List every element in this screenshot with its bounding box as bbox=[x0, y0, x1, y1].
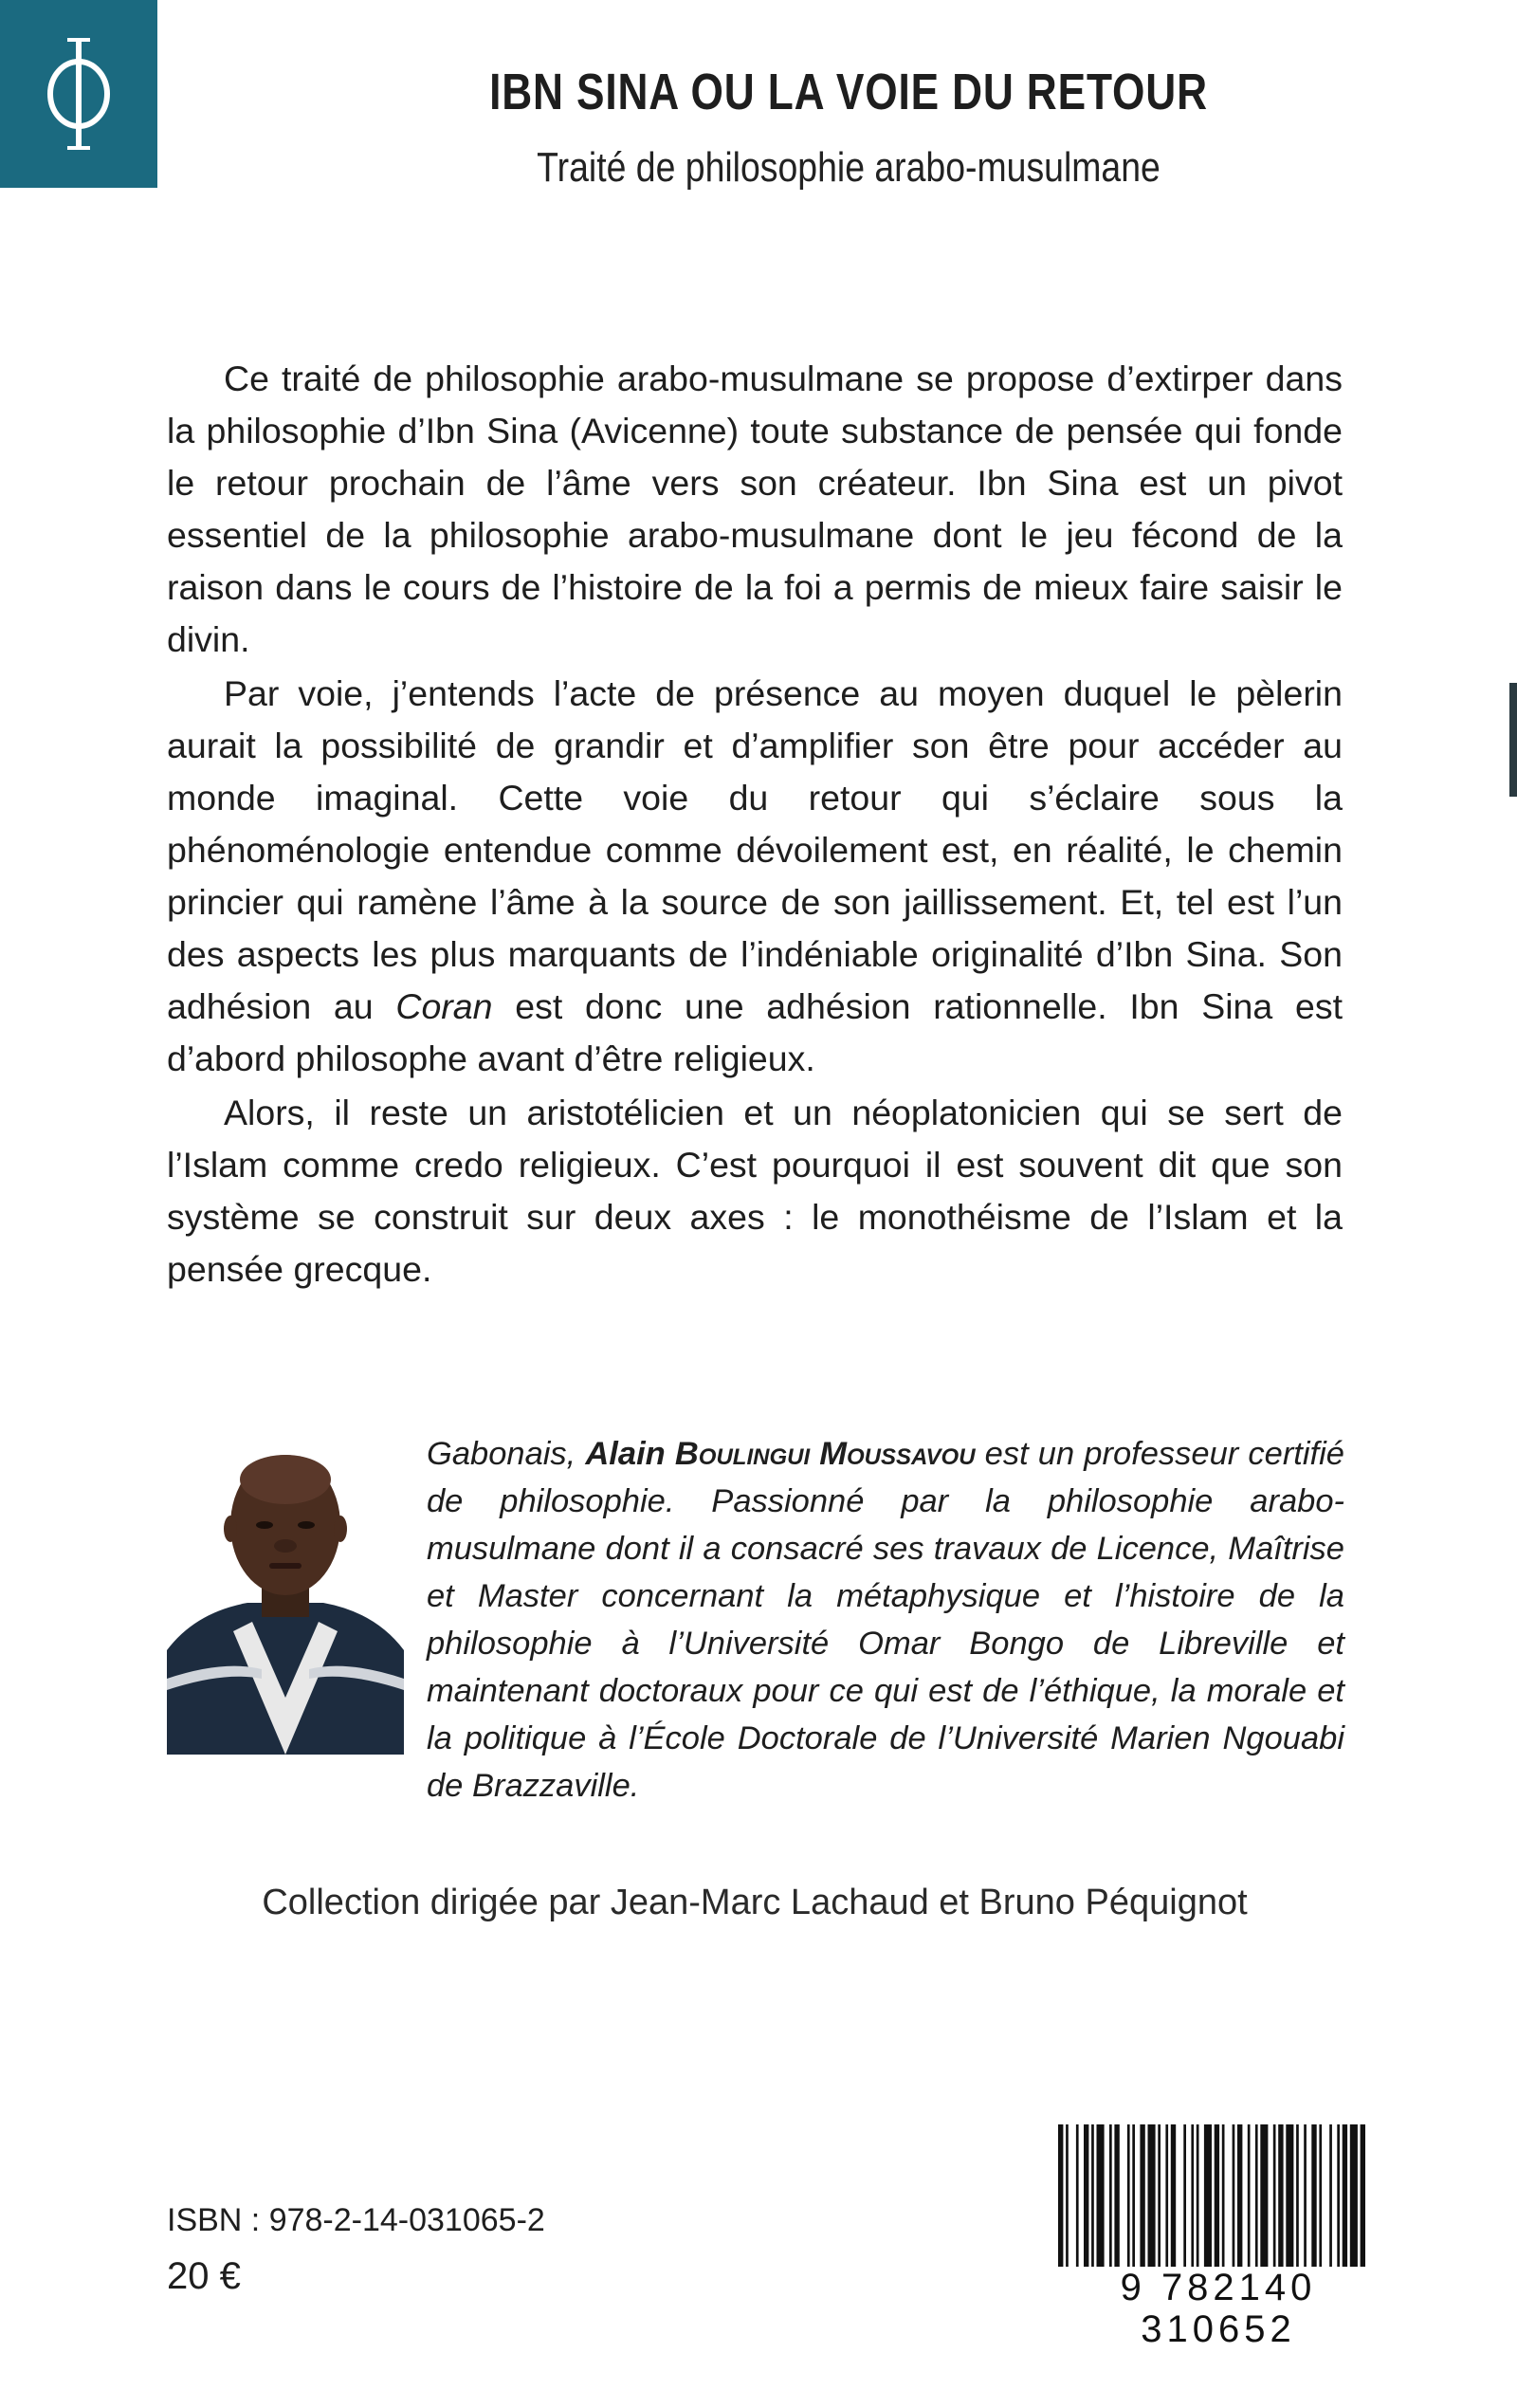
barcode-bar bbox=[1343, 2124, 1347, 2267]
author-photo bbox=[167, 1442, 404, 1755]
author-last-name: Boulingui Moussavou bbox=[674, 1436, 976, 1472]
barcode-bar bbox=[1114, 2124, 1119, 2267]
barcode-bar bbox=[1076, 2124, 1079, 2267]
barcode-bar bbox=[1296, 2124, 1299, 2267]
synopsis-paragraph-2: Par voie, j’entends l’acte de présence au moyen duquel le pèlerin aurait la possibilité de grandir et d’amplifier son être pour accéder au monde imaginal. Cette voie du retour qui s’éclaire sous la phénoménologie entendue comme dévoilement est, en réalité, le chemin princier qui ramène l’âme à la source de son jaillissement. Et, tel est l’un des aspects les plus marquants de l’indéniable originalité d’Ibn Sina. Son adhésion au Coran est donc une adhésion rationnelle. Ibn Sina est d’abord philosophe avant d’être religieux. bbox=[167, 673, 1343, 1078]
barcode-bar bbox=[1329, 2124, 1332, 2267]
barcode-bar bbox=[1140, 2124, 1144, 2267]
barcode-bar bbox=[1222, 2124, 1225, 2267]
synopsis bbox=[167, 353, 1343, 1296]
barcode-bar bbox=[1233, 2124, 1235, 2267]
barcode-bar bbox=[1237, 2124, 1242, 2267]
barcode-bar bbox=[1158, 2124, 1161, 2267]
barcode-bar bbox=[1350, 2124, 1358, 2267]
barcode-bar bbox=[1084, 2124, 1088, 2267]
isbn: ISBN : 978-2-14-031065-2 bbox=[167, 2202, 545, 2238]
barcode-bar bbox=[1361, 2124, 1365, 2267]
barcode-bar bbox=[1337, 2124, 1340, 2267]
barcode-bar bbox=[1204, 2124, 1212, 2267]
book-title: IBN SINA OU LA VOIE DU RETOUR bbox=[489, 64, 1208, 120]
barcode-digits: 9 782140 310652 bbox=[1120, 2267, 1317, 2350]
barcode-bar bbox=[1304, 2124, 1307, 2267]
spine-edge-mark bbox=[1509, 683, 1517, 797]
synopsis-paragraph-1: Ce traité de philosophie arabo-musulmane se propose d’extirper dans la philosophie d’Ibn Sina (Avicenne) toute substance de pensée qui fonde le retour prochain de l’âme vers son créateur. Ibn Sina est un pivot essentiel de la philosophie arabo-musulmane dont le jeu fécond de la raison dans le cours de l’histoire de la foi a permis de mieux faire saisir le divin. bbox=[167, 358, 1343, 659]
barcode-bar bbox=[1311, 2124, 1316, 2267]
barcode-bar bbox=[1286, 2124, 1293, 2267]
coran-italic: Coran bbox=[395, 986, 493, 1026]
author-first-name: Alain bbox=[585, 1436, 666, 1472]
price: 20 € bbox=[167, 2255, 241, 2297]
barcode-bar bbox=[1191, 2124, 1194, 2267]
barcode-bar bbox=[1058, 2124, 1063, 2267]
barcode bbox=[1052, 2124, 1384, 2350]
barcode-bar bbox=[1260, 2124, 1268, 2267]
barcode-bar bbox=[1171, 2124, 1176, 2267]
barcode-bar bbox=[1248, 2124, 1251, 2267]
barcode-bar bbox=[1255, 2124, 1258, 2267]
barcode-bar bbox=[1273, 2124, 1276, 2267]
barcode-bar bbox=[1132, 2124, 1135, 2267]
barcode-bar bbox=[1127, 2124, 1130, 2267]
collection-credit: Collection dirigée par Jean-Marc Lachaud et Bruno Péquignot bbox=[262, 1883, 1248, 1922]
barcode-bar bbox=[1197, 2124, 1199, 2267]
barcode-bar bbox=[1319, 2124, 1322, 2267]
publisher-logo bbox=[0, 0, 157, 188]
barcode-bar bbox=[1148, 2124, 1156, 2267]
barcode-bar bbox=[1215, 2124, 1219, 2267]
barcode-bar bbox=[1183, 2124, 1186, 2267]
barcode-bar bbox=[1066, 2124, 1069, 2267]
barcode-bar bbox=[1278, 2124, 1283, 2267]
phi-logo-icon bbox=[33, 32, 124, 156]
synopsis-paragraph-3: Alors, il reste un aristotélicien et un néoplatonicien qui se sert de l’Islam comme credo religieux. C’est pourquoi il est souvent dit que son système se construit sur deux axes : le monothéisme de l’Islam et la pensée grecque. bbox=[167, 1093, 1343, 1289]
barcode-bar bbox=[1109, 2124, 1112, 2267]
barcode-bar bbox=[1165, 2124, 1168, 2267]
barcode-bar bbox=[1091, 2124, 1094, 2267]
book-subtitle: Traité de philosophie arabo-musulmane bbox=[537, 144, 1161, 191]
barcode-bar bbox=[1097, 2124, 1105, 2267]
author-bio: Gabonais, Alain Boulingui Moussavou est un professeur certifié de philosophie. Passionné par la philosophie arabo-musulmane dont il a consacré ses travaux de Licence, Maîtrise et Master concernant la métaphysique et l’histoire de la philosophie à l’Université Omar Bongo de Libreville et maintenant doctoraux pour ce qui est de l’éthique, la morale et la politique à l’École Doctorale de l’Université Marien Ngouabi de Brazzaville. bbox=[427, 1436, 1344, 1804]
barcode-icon bbox=[1052, 2124, 1384, 2267]
